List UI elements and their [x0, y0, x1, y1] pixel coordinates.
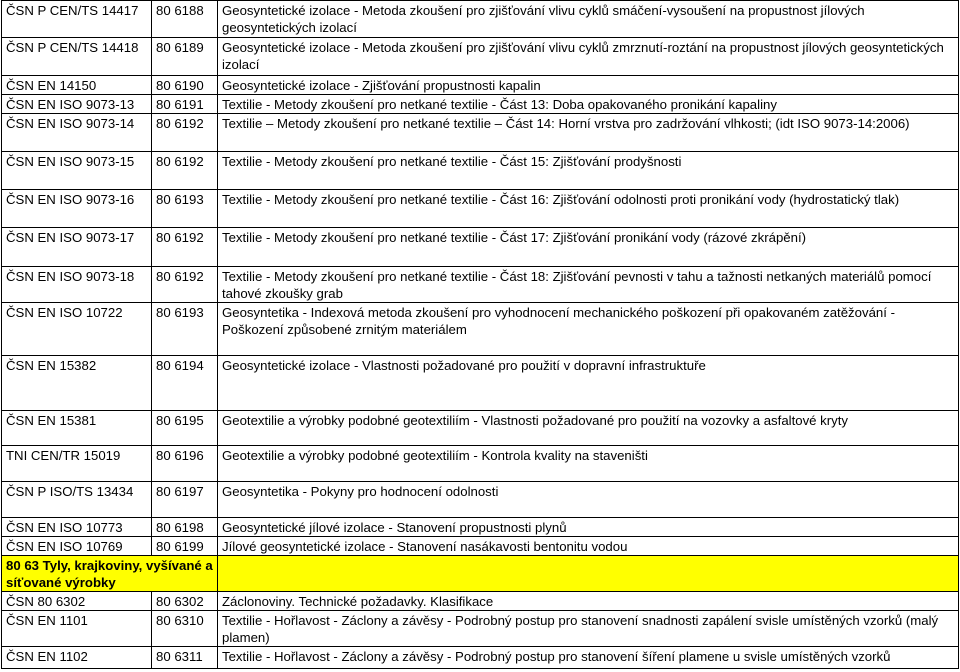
table-row — [2, 537, 959, 556]
standard-code-cell: ČSN EN 1102 — [2, 647, 152, 669]
standard-code-cell: ČSN EN 1101 — [2, 611, 152, 647]
table-row — [2, 95, 959, 114]
table-row — [2, 356, 959, 411]
class-number-cell: 80 6196 — [152, 446, 218, 482]
standard-title-cell: Textilie - Metody zkoušení pro netkané textilie - Část 16: Zjišťování odolnosti proti pronikání vody (hydrostatický tlak) — [218, 190, 959, 228]
table-row — [2, 1, 959, 38]
table-row — [2, 228, 959, 267]
standard-title-cell: Geosyntetické jílové izolace - Stanovení propustnosti plynů — [218, 518, 959, 537]
table-row — [2, 303, 959, 356]
standard-title-cell: Geosyntetické izolace - Vlastnosti požadované pro použití v dopravní infrastruktuře — [218, 356, 959, 411]
standard-title-cell: Geotextilie a výrobky podobné geotextiliím - Kontrola kvality na staveništi — [218, 446, 959, 482]
standard-code-cell: ČSN P CEN/TS 14418 — [2, 38, 152, 76]
standard-code-cell: ČSN P CEN/TS 14417 — [2, 1, 152, 38]
standard-title-cell: Geotextilie a výrobky podobné geotextiliím - Vlastnosti požadované pro použití na vozovky a asfaltové kryty — [218, 411, 959, 446]
class-number-cell: 80 6193 — [152, 190, 218, 228]
class-number-cell: 80 6311 — [152, 647, 218, 669]
standard-title-cell: Geosyntetické izolace - Metoda zkoušení pro zjišťování vlivu cyklů zmrznutí-roztání na propustnost jílových geosyntetických izolací — [218, 38, 959, 76]
standard-code-cell: ČSN EN ISO 9073-14 — [2, 114, 152, 152]
class-number-cell: 80 6194 — [152, 356, 218, 411]
class-number-cell: 80 6195 — [152, 411, 218, 446]
standard-title-cell: Jílové geosyntetické izolace - Stanovení nasákavosti bentonitu vodou — [218, 537, 959, 556]
class-number-cell: 80 6188 — [152, 1, 218, 38]
table-row — [2, 76, 959, 95]
class-number-cell: 80 6189 — [152, 38, 218, 76]
standard-title-cell: Textilie - Metody zkoušení pro netkané textilie - Část 18: Zjišťování pevnosti v tahu a tažnosti netkaných materiálů pomocí tahové zkoušky grab — [218, 267, 959, 303]
table-row — [2, 190, 959, 228]
class-number-cell: 80 6191 — [152, 95, 218, 114]
class-number-cell: 80 6192 — [152, 267, 218, 303]
table-row — [2, 446, 959, 482]
section-header-empty-cell — [218, 556, 959, 592]
table-row — [2, 518, 959, 537]
table-row — [2, 411, 959, 446]
class-number-cell: 80 6197 — [152, 482, 218, 518]
class-number-cell: 80 6310 — [152, 611, 218, 647]
standard-title-cell: Geosyntetika - Indexová metoda zkoušení pro vyhodnocení mechanického poškození při opakovaném zatěžování - Poškození způsobené zrnitým materiálem — [218, 303, 959, 356]
standard-code-cell: ČSN EN ISO 9073-13 — [2, 95, 152, 114]
standard-title-cell: Geosyntetické izolace - Metoda zkoušení pro zjišťování vlivu cyklů smáčení-vysoušení na propustnost jílových geosyntetických izolací — [218, 1, 959, 38]
standard-code-cell: ČSN EN 15382 — [2, 356, 152, 411]
class-number-cell: 80 6192 — [152, 152, 218, 190]
standard-title-cell: Textilie – Metody zkoušení pro netkané textilie – Část 14: Horní vrstva pro zadržování vlhkosti; (idt ISO 9073-14:2006) — [218, 114, 959, 152]
class-number-cell: 80 6302 — [152, 592, 218, 611]
class-number-cell: 80 6190 — [152, 76, 218, 95]
standard-code-cell: TNI CEN/TR 15019 — [2, 446, 152, 482]
standard-code-cell: ČSN EN 14150 — [2, 76, 152, 95]
standard-title-cell: Textilie - Hořlavost - Záclony a závěsy - Podrobný postup pro stanovení šíření plamene u svisle umístěných vzorků — [218, 647, 959, 669]
class-number-cell: 80 6198 — [152, 518, 218, 537]
table-row — [2, 611, 959, 647]
table-row — [2, 152, 959, 190]
standard-code-cell: ČSN EN ISO 9073-17 — [2, 228, 152, 267]
standard-code-cell: ČSN EN ISO 10722 — [2, 303, 152, 356]
standards-table — [1, 0, 959, 669]
standard-code-cell: ČSN EN ISO 10773 — [2, 518, 152, 537]
standard-code-cell: ČSN P ISO/TS 13434 — [2, 482, 152, 518]
class-number-cell: 80 6192 — [152, 228, 218, 267]
standard-code-cell: ČSN EN ISO 10769 — [2, 537, 152, 556]
standard-title-cell: Textilie - Hořlavost - Záclony a závěsy - Podrobný postup pro stanovení snadnosti zapálení svisle umístěných vzorků (malý plamen) — [218, 611, 959, 647]
standard-title-cell: Záclonoviny. Technické požadavky. Klasifikace — [218, 592, 959, 611]
standard-code-cell: ČSN EN 15381 — [2, 411, 152, 446]
table-row — [2, 482, 959, 518]
class-number-cell: 80 6193 — [152, 303, 218, 356]
table-row — [2, 592, 959, 611]
standard-title-cell: Textilie - Metody zkoušení pro netkané textilie - Část 13: Doba opakovaného pronikání kapaliny — [218, 95, 959, 114]
standard-title-cell: Geosyntetika - Pokyny pro hodnocení odolnosti — [218, 482, 959, 518]
table-row — [2, 647, 959, 669]
class-number-cell: 80 6199 — [152, 537, 218, 556]
standard-code-cell: ČSN EN ISO 9073-18 — [2, 267, 152, 303]
standard-title-cell: Textilie - Metody zkoušení pro netkané textilie - Část 15: Zjišťování prodyšnosti — [218, 152, 959, 190]
standard-code-cell: ČSN EN ISO 9073-16 — [2, 190, 152, 228]
standard-title-cell: Geosyntetické izolace - Zjišťování propustnosti kapalin — [218, 76, 959, 95]
section-header-row — [2, 556, 959, 592]
table-row — [2, 267, 959, 303]
table-row — [2, 114, 959, 152]
standard-code-cell: ČSN EN ISO 9073-15 — [2, 152, 152, 190]
section-header: 80 63 Tyly, krajkoviny, vyšívané a síťované výrobky — [2, 556, 218, 592]
table-row — [2, 38, 959, 76]
class-number-cell: 80 6192 — [152, 114, 218, 152]
standard-title-cell: Textilie - Metody zkoušení pro netkané textilie - Část 17: Zjišťování pronikání vody (rázové zkrápění) — [218, 228, 959, 267]
standard-code-cell: ČSN 80 6302 — [2, 592, 152, 611]
